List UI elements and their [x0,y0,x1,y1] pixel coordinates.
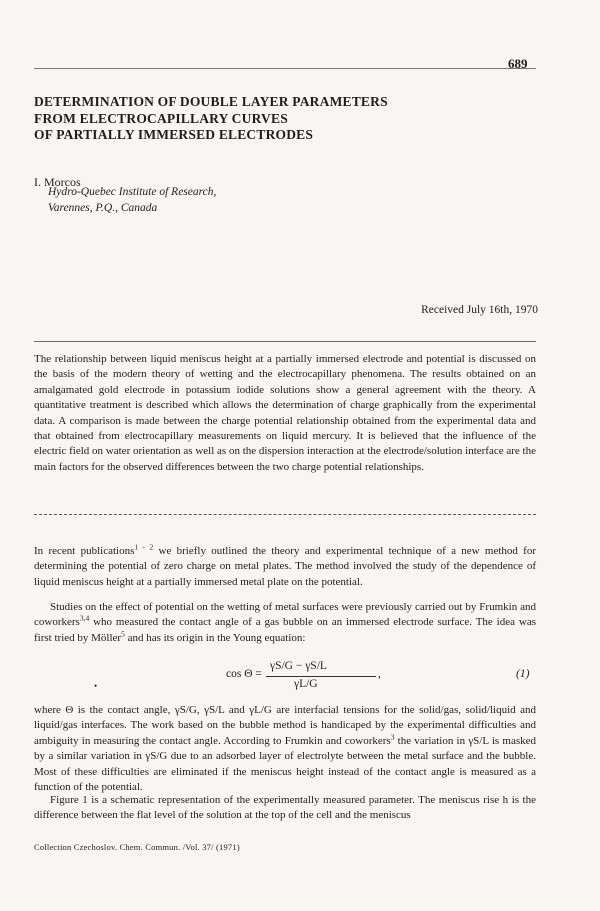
studies-text-c: and has its origin in the Young equation: [124,631,306,644]
young-equation [226,660,530,692]
contact-ref: 3 [390,732,395,742]
studies-text-a: Studies on the effect of potential on the wetting of metal surfaces were previously carried out by Frumkin and coworkers [34,601,536,629]
paragraph-intro [34,544,536,590]
intro-text-b: we briefly outlined the theory and experimental technique of a new method for determining the potential of zero charge on metal plates. The method involved the study of the dependence of liquid meniscus height at a partially immersed metal plate on the potential. [34,545,536,588]
contact-text-b: the variation in γS/L is masked by a similar variation in γS/G due to an adsorbed layer of electrolyte between the metal surface and the bubble. Most of these difficulties are eliminated if the meniscus height instead of the contact angle is measured as a function of the potential. [34,734,536,794]
author-name: I. Morcos [34,175,81,189]
affiliation-line-2: Varennes, P.Q., Canada [48,201,158,214]
journal-footer: Collection Czechoslov. Chem. Commun. /Vol. 37/ (1971) [34,842,240,852]
title-line-1: DETERMINATION OF DOUBLE LAYER PARAMETERS [34,94,388,109]
abstract-top-rule [34,341,536,342]
equation-denominator: γL/G [294,678,318,690]
title-line-2: FROM ELECTROCAPILLARY CURVES [34,110,288,126]
paragraph-figure-1: Figure 1 is a schematic representation of the experimentally measured parameter. The meniscus rise h is the difference between the flat level of the solution at the top of the cell and the meniscus [34,794,536,822]
affiliation-line-1: Hydro-Quebec Institute of Research, [48,186,217,198]
equation-number: (1) [516,668,530,680]
abstract-bottom-rule [34,514,536,515]
page-number: 689 [508,56,528,71]
studies-ref-1: 3,4 [79,613,90,623]
header-rule [34,68,536,69]
title-line-3: OF PARTIALLY IMMERSED ELECTRODES [34,127,314,142]
studies-text-b: who measured the contact angle of a gas bubble on an immersed electrode surface. The idea was first tried by Möller [34,616,536,644]
paragraph-studies [34,600,536,646]
contact-text-a: where Θ is the contact angle, γS/G, γS/L and γL/G are interfacial tensions for the solid/gas, solid/liquid and liquid/gas interfaces. The work based on the bubble method is handicaped by the experimental difficulties and ambiguity in measuring the contact angle. According to Frumkin and coworkers [34,704,536,747]
intro-text-a: In recent publications [34,545,135,557]
studies-ref-2: 5 [121,629,125,639]
equation-lhs: cos Θ = [226,668,262,680]
equation-comma: , [378,668,381,680]
article-title [34,94,514,144]
equation-numerator: γS/G − γS/L [270,660,327,672]
fraction-bar [266,676,376,677]
abstract-text: The relationship between liquid meniscus height at a partially immersed electrode and potential is discussed on the basis of the modern theory of wetting and the electrocapillary phenomena. The results obtained on an amalgamated gold electrode in potassium iodide solutions show a general agreement with the theory. A quantitative treatment is described which allows the determination of charge graphically from the experimental data. A comparison is made between the charge potential relationship obtained from the experimental data and that obtained from electrocapillary measurements on liquid mercury. It is believed that the influence of the electric field on water orientation as well as on the dispersion interaction at the electrode/solution interface are the main factors for the observed differences between the two charge potential relationships. [34,353,536,473]
affiliation [48,185,216,216]
received-date: Received July 16th, 1970 [421,304,538,316]
paragraph-contact-angle [34,703,536,795]
stray-mark: • [94,681,98,691]
intro-ref: 1 - 2 [134,542,154,552]
